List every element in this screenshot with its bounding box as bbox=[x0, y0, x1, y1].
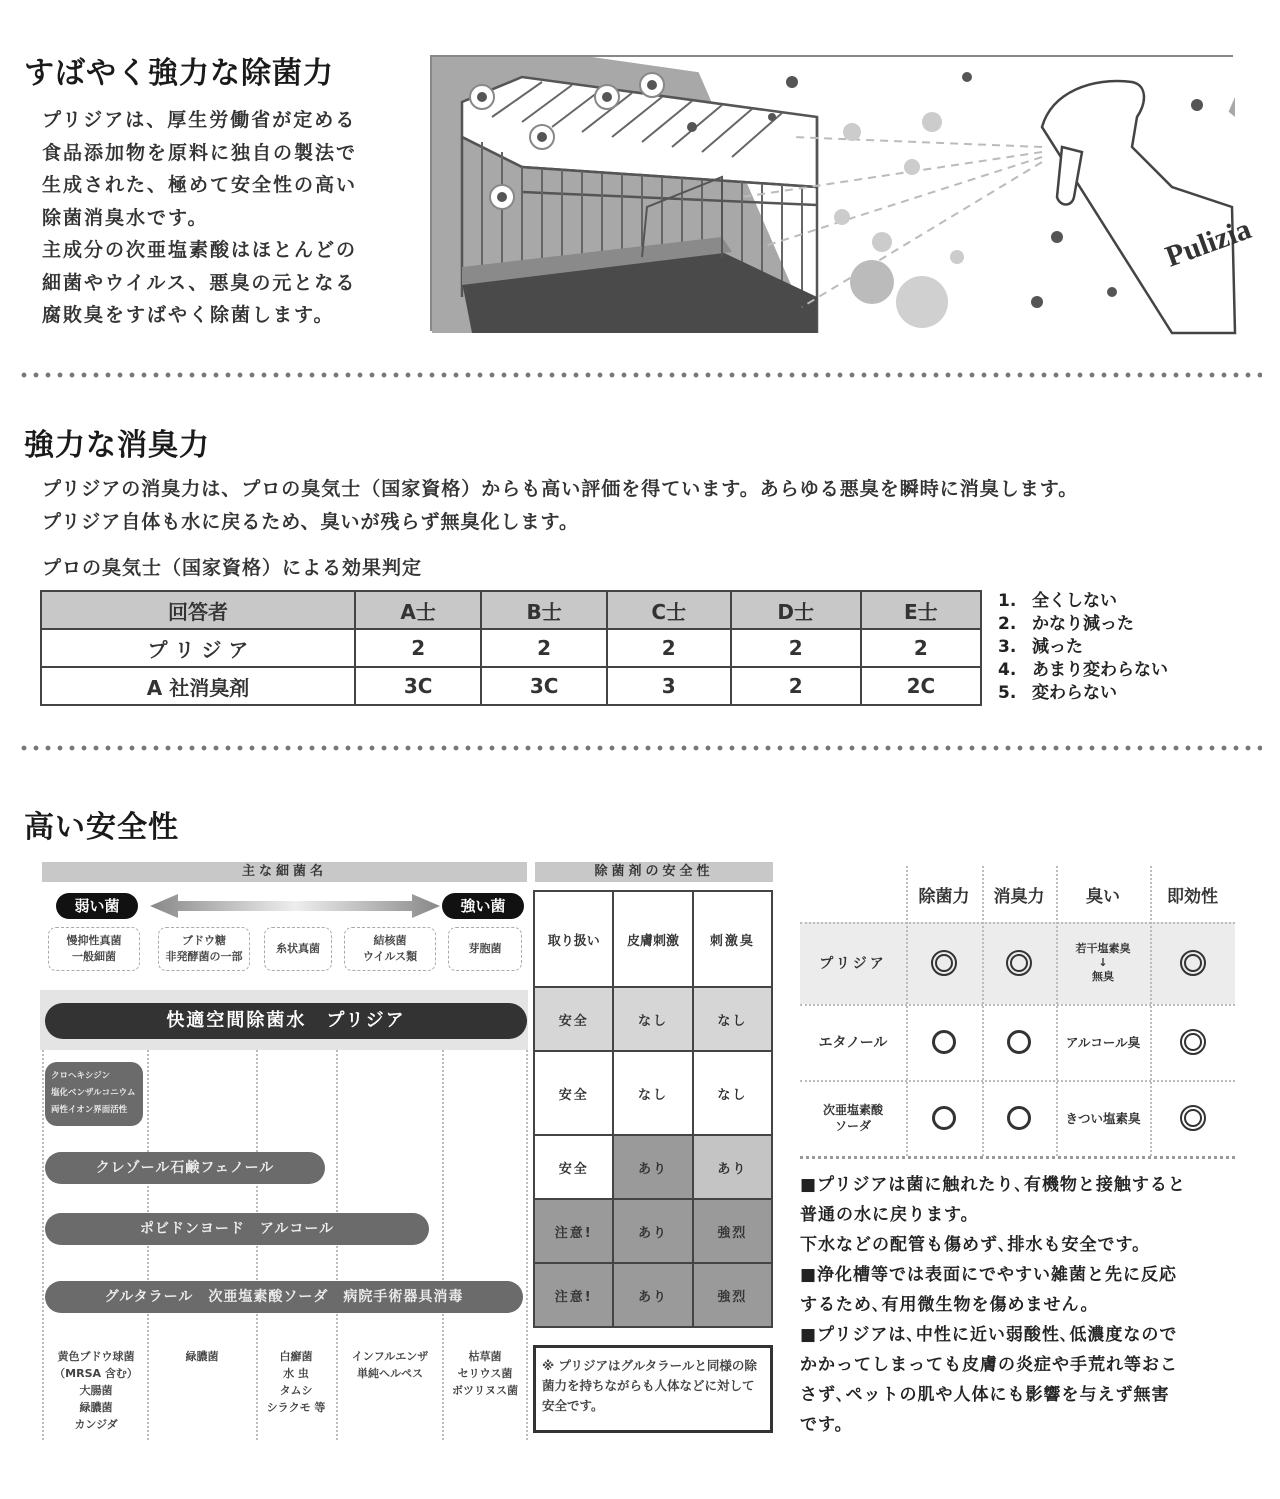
paragraph-line: プリジア自体も水に戻るため、臭いが残らず無臭化します。 bbox=[42, 510, 579, 533]
paragraph-line: 食品添加物を原料に独自の製法で bbox=[42, 141, 358, 164]
legend-item: 4. あまり変わらない bbox=[998, 660, 1168, 680]
bacteria-category: 慢抑性真菌 一般細菌 bbox=[48, 927, 140, 971]
note-line: です。 bbox=[800, 1415, 853, 1435]
safety-cell: あり bbox=[613, 1199, 692, 1263]
safety-cell: あり bbox=[613, 1135, 692, 1199]
note-line: ■プリジアは菌に触れたり､有機物と接触すると bbox=[800, 1175, 1186, 1195]
double-circle-icon bbox=[982, 922, 1056, 1004]
header-cell: C士 bbox=[607, 591, 731, 629]
header-cell: 回答者 bbox=[41, 591, 355, 629]
safety-notes bbox=[800, 1170, 1245, 1440]
note-line: するため､有用微生物を傷めません。 bbox=[800, 1295, 1099, 1315]
bottle-label: Pulizia bbox=[1161, 212, 1256, 274]
score-cell: 2 bbox=[861, 629, 981, 667]
double-circle-icon bbox=[1150, 922, 1235, 1004]
table-caption: プロの臭気士（国家資格）による効果判定 bbox=[42, 557, 423, 579]
safety-cell: 注意! bbox=[534, 1263, 613, 1327]
note-line: 普通の水に戻ります。 bbox=[800, 1205, 979, 1225]
table-header-row bbox=[41, 591, 981, 629]
bacteria-example: 枯草菌 セリウス菌 ボツリヌス菌 bbox=[452, 1350, 518, 1397]
safety-cell: なし bbox=[693, 1051, 772, 1135]
bacteria-category: 結核菌 ウイルス類 bbox=[344, 927, 436, 971]
comparison-row-label: エタノール bbox=[818, 1035, 888, 1051]
safety-cell: あり bbox=[613, 1263, 692, 1327]
section-divider bbox=[18, 372, 1262, 378]
disinfectant-band: ポビドンヨード アルコール bbox=[45, 1213, 429, 1245]
score-cell: 2 bbox=[731, 667, 861, 705]
row-label: プ リ ジ ア bbox=[41, 629, 355, 667]
safety-row bbox=[534, 1199, 772, 1263]
bacteria-category: ブドウ糖 非発酵菌の一部 bbox=[158, 927, 250, 971]
score-cell: 2C bbox=[861, 667, 981, 705]
safety-note: ※ プリジアはグルタラールと同様の除菌力を持ちながらも人体などに対して安全です。 bbox=[533, 1345, 773, 1433]
safety-column-header: 刺激臭 bbox=[693, 891, 772, 987]
comparison-column-header: 除菌力 bbox=[918, 887, 970, 907]
double-arrow-icon bbox=[150, 892, 440, 920]
paragraph-line: 細菌やウイルス、悪臭の元となる bbox=[42, 271, 357, 294]
header-cell: D士 bbox=[731, 591, 861, 629]
section1-paragraph bbox=[42, 104, 357, 332]
comparison-row-label: 次亜塩素酸 ソーダ bbox=[822, 1103, 883, 1133]
section2-paragraph bbox=[42, 473, 1078, 538]
table-row bbox=[41, 629, 981, 667]
safety-cell: 強烈 bbox=[693, 1199, 772, 1263]
odor-cell: アルコール臭 bbox=[1065, 1035, 1141, 1050]
section-title-sterilization: すばやく強力な除菌力 bbox=[24, 56, 334, 91]
rating-legend bbox=[998, 590, 1168, 705]
header-cell: E士 bbox=[861, 591, 981, 629]
circle-icon bbox=[982, 1080, 1056, 1156]
disinfectant-band: クレゾール石鹸フェノール bbox=[45, 1152, 325, 1184]
comparison-row-label: プリジア bbox=[819, 956, 887, 972]
bacteria-example: 白癬菌 水 虫 タムシ シラクモ 等 bbox=[266, 1350, 326, 1414]
odor-cell: きつい塩素臭 bbox=[1065, 1111, 1141, 1126]
double-circle-icon bbox=[1150, 1080, 1235, 1156]
comparison-column-header: 臭い bbox=[1086, 887, 1120, 907]
comparison-column-header: 消臭力 bbox=[993, 887, 1045, 907]
legend-item: 5. 変わらない bbox=[998, 683, 1117, 703]
safety-cell: 安全 bbox=[534, 987, 613, 1051]
disinfectant-badge-weak: クロヘキシジン 塩化ベンザルコニウム 両性イオン界面活性 bbox=[45, 1062, 143, 1126]
safety-cell: なし bbox=[693, 987, 772, 1051]
evaluation-table bbox=[40, 590, 982, 706]
double-circle-icon bbox=[906, 922, 982, 1004]
safety-cell: 強烈 bbox=[693, 1263, 772, 1327]
safety-row bbox=[534, 987, 772, 1051]
double-circle-icon bbox=[1150, 1004, 1235, 1080]
paragraph-line: 除菌消臭水です。 bbox=[42, 206, 209, 229]
row-divider bbox=[800, 1156, 1235, 1159]
score-cell: 3C bbox=[355, 667, 481, 705]
circle-icon bbox=[906, 1080, 982, 1156]
bacteria-example: 黄色ブドウ球菌 （MRSA 含む） 大腸菌 緑膿菌 カンジダ bbox=[54, 1350, 138, 1431]
odor-cell: 若干塩素臭 ↓ 無臭 bbox=[1075, 942, 1131, 983]
pulizia-band: 快適空間除菌水 プリジア bbox=[45, 1003, 527, 1039]
safety-row bbox=[534, 1051, 772, 1135]
section-divider bbox=[18, 745, 1262, 751]
cage-spray-illustration bbox=[430, 55, 1256, 331]
bacteria-example: インフルエンザ 単純ヘルペス bbox=[351, 1350, 429, 1380]
header-cell: A士 bbox=[355, 591, 481, 629]
safety-cell: なし bbox=[613, 987, 692, 1051]
bacteria-category: 糸状真菌 bbox=[264, 927, 332, 971]
disinfectant-band: グルタラール 次亜塩素酸ソーダ 病院手術器具消毒 bbox=[45, 1281, 523, 1313]
comparison-column-header: 即効性 bbox=[1167, 887, 1218, 907]
safety-cell: あり bbox=[693, 1135, 772, 1199]
safety-cell: 注意! bbox=[534, 1199, 613, 1263]
legend-item: 1. 全くしない bbox=[998, 591, 1117, 611]
safety-row bbox=[534, 1263, 772, 1327]
score-cell: 3 bbox=[607, 667, 731, 705]
row-label: A 社消臭剤 bbox=[41, 667, 355, 705]
section-title-safety: 高い安全性 bbox=[24, 810, 179, 845]
safety-column-header: 皮膚刺激 bbox=[613, 891, 692, 987]
note-line: ■プリジアは､中性に近い弱酸性､低濃度なので bbox=[800, 1325, 1178, 1345]
grid-line bbox=[526, 1050, 528, 1440]
safety-table-header: 除菌剤の安全性 bbox=[535, 862, 773, 882]
circle-icon bbox=[906, 1004, 982, 1080]
paragraph-line: プリジアの消臭力は、プロの臭気士（国家資格）からも高い評価を得ています。あらゆる悪臭を瞬時に消臭します。 bbox=[42, 478, 1079, 500]
safety-table bbox=[533, 890, 773, 1328]
strong-bacteria-badge: 強い菌 bbox=[442, 893, 524, 919]
safety-row bbox=[534, 1135, 772, 1199]
bacteria-category: 芽胞菌 bbox=[448, 927, 522, 971]
score-cell: 2 bbox=[481, 629, 607, 667]
bacteria-chart-header: 主な細菌名 bbox=[42, 862, 527, 882]
score-cell: 2 bbox=[355, 629, 481, 667]
score-cell: 3C bbox=[481, 667, 607, 705]
comparison-grid bbox=[800, 866, 1235, 1156]
legend-item: 3. 減った bbox=[998, 637, 1083, 657]
safety-cell: 安全 bbox=[534, 1051, 613, 1135]
safety-cell: 安全 bbox=[534, 1135, 613, 1199]
safety-column-header: 取り扱い bbox=[534, 891, 613, 987]
bacteria-example: 緑膿菌 bbox=[185, 1350, 219, 1363]
note-line: 下水などの配管も傷めず､排水も安全です。 bbox=[800, 1235, 1151, 1255]
paragraph-line: 腐敗臭をすばやく除菌します。 bbox=[42, 304, 335, 326]
section-title-deodorizing: 強力な消臭力 bbox=[24, 428, 210, 463]
score-cell: 2 bbox=[607, 629, 731, 667]
illustration-svg bbox=[432, 57, 1256, 333]
paragraph-line: 主成分の次亜塩素酸はほとんどの bbox=[42, 239, 358, 261]
note-line: かかってしまっても皮膚の炎症や手荒れ等おこ bbox=[800, 1355, 1178, 1375]
header-cell: B士 bbox=[481, 591, 607, 629]
note-line: ■浄化槽等では表面にでやすい雑菌と先に反応 bbox=[800, 1265, 1178, 1285]
safety-cell: なし bbox=[613, 1051, 692, 1135]
safety-header-row bbox=[534, 891, 772, 987]
note-line: さず､ペットの肌や人体にも影響を与えず無害 bbox=[800, 1385, 1170, 1405]
weak-bacteria-badge: 弱い菌 bbox=[56, 893, 138, 919]
table-row bbox=[41, 667, 981, 705]
paragraph-line: プリジアは、厚生労働省が定める bbox=[42, 109, 357, 131]
paragraph-line: 生成された、極めて安全性の高い bbox=[42, 174, 358, 196]
score-cell: 2 bbox=[731, 629, 861, 667]
legend-item: 2. かなり減った bbox=[998, 614, 1134, 634]
circle-icon bbox=[982, 1004, 1056, 1080]
